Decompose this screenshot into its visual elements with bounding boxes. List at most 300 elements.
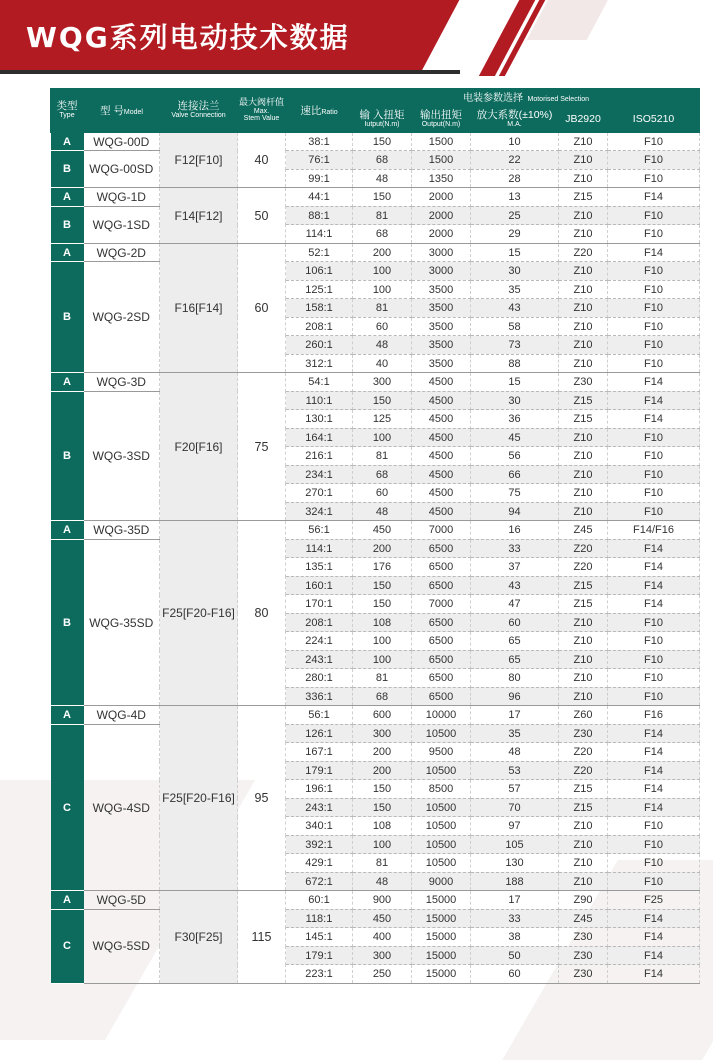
iso-cell: F10 <box>608 854 700 873</box>
iso-cell: F10 <box>608 336 700 355</box>
iso-cell: F10 <box>608 613 700 632</box>
ratio-cell: 167:1 <box>286 743 353 762</box>
ratio-cell: 114:1 <box>286 539 353 558</box>
iso-cell: F10 <box>608 262 700 281</box>
type-cell: B <box>51 262 84 373</box>
in-cell: 176 <box>353 558 412 577</box>
table-row <box>51 206 700 225</box>
ratio-cell: 118:1 <box>286 909 353 928</box>
in-cell: 108 <box>353 817 412 836</box>
in-cell: 150 <box>353 391 412 410</box>
ma-cell: 36 <box>471 410 559 429</box>
in-cell: 68 <box>353 687 412 706</box>
iso-cell: F10 <box>608 225 700 244</box>
iso-cell: F10 <box>608 169 700 188</box>
ratio-cell: 179:1 <box>286 761 353 780</box>
ratio-cell: 114:1 <box>286 225 353 244</box>
ratio-cell: 260:1 <box>286 336 353 355</box>
iso-cell: F10 <box>608 317 700 336</box>
jb-cell: Z30 <box>559 373 608 392</box>
table-row <box>51 539 700 558</box>
model-cell: WQG-2SD <box>84 262 160 373</box>
model-cell: WQG-00SD <box>84 151 160 188</box>
ma-cell: 28 <box>471 169 559 188</box>
out-cell: 3500 <box>412 336 471 355</box>
type-cell: C <box>51 724 84 891</box>
jb-cell: Z30 <box>559 965 608 984</box>
col-ma: 放大系数(±10%) M.A. <box>471 106 559 132</box>
jb-cell: Z15 <box>559 595 608 614</box>
jb-cell: Z10 <box>559 669 608 688</box>
out-cell: 1350 <box>412 169 471 188</box>
ma-cell: 25 <box>471 206 559 225</box>
ma-cell: 15 <box>471 373 559 392</box>
valve-connection-cell: F20[F16] <box>160 373 238 521</box>
out-cell: 4500 <box>412 502 471 521</box>
ratio-cell: 99:1 <box>286 169 353 188</box>
jb-cell: Z60 <box>559 706 608 725</box>
valve-connection-cell: F25[F20-F16] <box>160 706 238 891</box>
page-title: WQG系列电动技术数据 <box>26 21 350 54</box>
ratio-cell: 243:1 <box>286 650 353 669</box>
col-stem-value: 最大阀杆值 Max. Stem Value <box>238 89 286 133</box>
jb-cell: Z10 <box>559 206 608 225</box>
out-cell: 4500 <box>412 391 471 410</box>
ma-cell: 105 <box>471 835 559 854</box>
ma-cell: 47 <box>471 595 559 614</box>
in-cell: 400 <box>353 928 412 947</box>
ratio-cell: 126:1 <box>286 724 353 743</box>
ma-cell: 88 <box>471 354 559 373</box>
in-cell: 900 <box>353 891 412 910</box>
out-cell: 9500 <box>412 743 471 762</box>
jb-cell: Z20 <box>559 539 608 558</box>
ratio-cell: 336:1 <box>286 687 353 706</box>
ratio-cell: 324:1 <box>286 502 353 521</box>
out-cell: 6500 <box>412 576 471 595</box>
out-cell: 2000 <box>412 225 471 244</box>
jb-cell: Z10 <box>559 336 608 355</box>
out-cell: 4500 <box>412 373 471 392</box>
in-cell: 100 <box>353 428 412 447</box>
jb-cell: Z15 <box>559 188 608 207</box>
ratio-cell: 106:1 <box>286 262 353 281</box>
in-cell: 150 <box>353 188 412 207</box>
table-row <box>51 243 700 262</box>
iso-cell: F16 <box>608 706 700 725</box>
out-cell: 3500 <box>412 280 471 299</box>
out-cell: 15000 <box>412 928 471 947</box>
table-row <box>51 188 700 207</box>
type-cell: B <box>51 151 84 188</box>
in-cell: 100 <box>353 632 412 651</box>
iso-cell: F10 <box>608 687 700 706</box>
type-cell: C <box>51 909 84 983</box>
jb-cell: Z10 <box>559 151 608 170</box>
jb-cell: Z15 <box>559 798 608 817</box>
jb-cell: Z10 <box>559 835 608 854</box>
iso-cell: F14 <box>608 539 700 558</box>
jb-cell: Z10 <box>559 280 608 299</box>
ratio-cell: 280:1 <box>286 669 353 688</box>
out-cell: 6500 <box>412 632 471 651</box>
type-cell: A <box>51 521 84 540</box>
iso-cell: F14 <box>608 243 700 262</box>
in-cell: 81 <box>353 669 412 688</box>
in-cell: 200 <box>353 243 412 262</box>
ratio-cell: 130:1 <box>286 410 353 429</box>
ma-cell: 13 <box>471 188 559 207</box>
model-cell: WQG-3SD <box>84 391 160 521</box>
jb-cell: Z10 <box>559 484 608 503</box>
in-cell: 81 <box>353 206 412 225</box>
ratio-cell: 216:1 <box>286 447 353 466</box>
iso-cell: F14 <box>608 410 700 429</box>
ma-cell: 97 <box>471 817 559 836</box>
stem-value-cell: 75 <box>238 373 286 521</box>
col-motorised-selection: 电装参数选择 Motorised Selection <box>353 89 700 107</box>
ratio-cell: 54:1 <box>286 373 353 392</box>
page-header <box>0 0 713 76</box>
in-cell: 450 <box>353 909 412 928</box>
ma-cell: 30 <box>471 391 559 410</box>
ratio-cell: 208:1 <box>286 613 353 632</box>
in-cell: 100 <box>353 280 412 299</box>
jb-cell: Z10 <box>559 225 608 244</box>
ma-cell: 53 <box>471 761 559 780</box>
table-row <box>51 151 700 170</box>
jb-cell: Z10 <box>559 650 608 669</box>
jb-cell: Z45 <box>559 521 608 540</box>
in-cell: 600 <box>353 706 412 725</box>
in-cell: 48 <box>353 169 412 188</box>
iso-cell: F10 <box>608 632 700 651</box>
jb-cell: Z15 <box>559 391 608 410</box>
ratio-cell: 52:1 <box>286 243 353 262</box>
iso-cell: F10 <box>608 151 700 170</box>
ratio-cell: 56:1 <box>286 706 353 725</box>
table-row <box>51 706 700 725</box>
ma-cell: 30 <box>471 262 559 281</box>
in-cell: 150 <box>353 798 412 817</box>
jb-cell: Z10 <box>559 632 608 651</box>
iso-cell: F10 <box>608 817 700 836</box>
model-cell: WQG-1D <box>84 188 160 207</box>
type-cell: A <box>51 243 84 262</box>
iso-cell: F10 <box>608 447 700 466</box>
ma-cell: 17 <box>471 706 559 725</box>
ma-cell: 33 <box>471 539 559 558</box>
col-input-torque: 输 入扭矩 Iutput(N.m) <box>353 106 412 132</box>
stem-value-cell: 115 <box>238 891 286 984</box>
ma-cell: 43 <box>471 576 559 595</box>
ratio-cell: 38:1 <box>286 132 353 151</box>
col-ratio: 速比Ratio <box>286 89 353 133</box>
jb-cell: Z30 <box>559 946 608 965</box>
in-cell: 48 <box>353 336 412 355</box>
ratio-cell: 312:1 <box>286 354 353 373</box>
out-cell: 2000 <box>412 188 471 207</box>
valve-connection-cell: F16[F14] <box>160 243 238 373</box>
in-cell: 150 <box>353 576 412 595</box>
ma-cell: 29 <box>471 225 559 244</box>
ratio-cell: 270:1 <box>286 484 353 503</box>
ma-cell: 65 <box>471 650 559 669</box>
out-cell: 1500 <box>412 151 471 170</box>
iso-cell: F10 <box>608 484 700 503</box>
ma-cell: 65 <box>471 632 559 651</box>
col-model: 型 号Model <box>84 89 160 133</box>
col-type: 类型 Type <box>51 89 84 133</box>
ratio-cell: 392:1 <box>286 835 353 854</box>
type-cell: A <box>51 132 84 151</box>
in-cell: 68 <box>353 151 412 170</box>
out-cell: 10500 <box>412 854 471 873</box>
out-cell: 3500 <box>412 354 471 373</box>
out-cell: 3000 <box>412 262 471 281</box>
ratio-cell: 340:1 <box>286 817 353 836</box>
ratio-cell: 196:1 <box>286 780 353 799</box>
valve-connection-cell: F30[F25] <box>160 891 238 984</box>
ratio-cell: 44:1 <box>286 188 353 207</box>
iso-cell: F14 <box>608 965 700 984</box>
out-cell: 10500 <box>412 724 471 743</box>
out-cell: 6500 <box>412 539 471 558</box>
valve-connection-cell: F12[F10] <box>160 132 238 188</box>
model-cell: WQG-1SD <box>84 206 160 243</box>
out-cell: 15000 <box>412 946 471 965</box>
jb-cell: Z15 <box>559 576 608 595</box>
out-cell: 1500 <box>412 132 471 151</box>
out-cell: 10500 <box>412 835 471 854</box>
model-cell: WQG-4D <box>84 706 160 725</box>
ratio-cell: 160:1 <box>286 576 353 595</box>
ma-cell: 48 <box>471 743 559 762</box>
jb-cell: Z30 <box>559 724 608 743</box>
ratio-cell: 179:1 <box>286 946 353 965</box>
in-cell: 68 <box>353 465 412 484</box>
jb-cell: Z10 <box>559 132 608 151</box>
ratio-cell: 145:1 <box>286 928 353 947</box>
iso-cell: F14 <box>608 391 700 410</box>
col-jb2920: JB2920 <box>559 106 608 132</box>
ma-cell: 16 <box>471 521 559 540</box>
iso-cell: F10 <box>608 502 700 521</box>
jb-cell: Z10 <box>559 817 608 836</box>
iso-cell: F14 <box>608 909 700 928</box>
iso-cell: F10 <box>608 650 700 669</box>
jb-cell: Z15 <box>559 780 608 799</box>
type-cell: A <box>51 706 84 725</box>
iso-cell: F14 <box>608 946 700 965</box>
jb-cell: Z20 <box>559 743 608 762</box>
iso-cell: F10 <box>608 354 700 373</box>
iso-cell: F10 <box>608 280 700 299</box>
in-cell: 125 <box>353 410 412 429</box>
valve-connection-cell: F25[F20-F16] <box>160 521 238 706</box>
col-output-torque: 输出扭矩 Output(N.m) <box>412 106 471 132</box>
ratio-cell: 429:1 <box>286 854 353 873</box>
ma-cell: 35 <box>471 280 559 299</box>
jb-cell: Z10 <box>559 169 608 188</box>
ma-cell: 37 <box>471 558 559 577</box>
in-cell: 100 <box>353 650 412 669</box>
jb-cell: Z20 <box>559 243 608 262</box>
in-cell: 81 <box>353 447 412 466</box>
in-cell: 48 <box>353 502 412 521</box>
ma-cell: 66 <box>471 465 559 484</box>
out-cell: 4500 <box>412 447 471 466</box>
out-cell: 15000 <box>412 965 471 984</box>
table-row <box>51 391 700 410</box>
iso-cell: F10 <box>608 299 700 318</box>
ma-cell: 70 <box>471 798 559 817</box>
iso-cell: F14 <box>608 761 700 780</box>
ratio-cell: 170:1 <box>286 595 353 614</box>
in-cell: 300 <box>353 724 412 743</box>
type-cell: A <box>51 373 84 392</box>
iso-cell: F14 <box>608 576 700 595</box>
ma-cell: 94 <box>471 502 559 521</box>
out-cell: 4500 <box>412 484 471 503</box>
ratio-cell: 234:1 <box>286 465 353 484</box>
jb-cell: Z10 <box>559 613 608 632</box>
in-cell: 300 <box>353 373 412 392</box>
in-cell: 450 <box>353 521 412 540</box>
type-cell: B <box>51 206 84 243</box>
header-dark-line <box>0 70 460 74</box>
iso-cell: F14 <box>608 724 700 743</box>
ma-cell: 38 <box>471 928 559 947</box>
model-cell: WQG-5D <box>84 891 160 910</box>
stem-value-cell: 80 <box>238 521 286 706</box>
ma-cell: 73 <box>471 336 559 355</box>
out-cell: 2000 <box>412 206 471 225</box>
table-row <box>51 909 700 928</box>
jb-cell: Z10 <box>559 262 608 281</box>
ma-cell: 96 <box>471 687 559 706</box>
iso-cell: F14 <box>608 373 700 392</box>
in-cell: 150 <box>353 595 412 614</box>
in-cell: 68 <box>353 225 412 244</box>
ratio-cell: 88:1 <box>286 206 353 225</box>
type-cell: A <box>51 188 84 207</box>
jb-cell: Z90 <box>559 891 608 910</box>
in-cell: 40 <box>353 354 412 373</box>
ratio-cell: 60:1 <box>286 891 353 910</box>
in-cell: 150 <box>353 780 412 799</box>
jb-cell: Z20 <box>559 558 608 577</box>
table-row <box>51 262 700 281</box>
in-cell: 60 <box>353 484 412 503</box>
jb-cell: Z10 <box>559 687 608 706</box>
model-cell: WQG-5SD <box>84 909 160 983</box>
jb-cell: Z10 <box>559 872 608 891</box>
out-cell: 3500 <box>412 299 471 318</box>
jb-cell: Z10 <box>559 299 608 318</box>
iso-cell: F10 <box>608 132 700 151</box>
in-cell: 300 <box>353 946 412 965</box>
iso-cell: F14 <box>608 188 700 207</box>
iso-cell: F10 <box>608 872 700 891</box>
ma-cell: 75 <box>471 484 559 503</box>
jb-cell: Z10 <box>559 502 608 521</box>
out-cell: 6500 <box>412 650 471 669</box>
ratio-cell: 110:1 <box>286 391 353 410</box>
jb-cell: Z10 <box>559 447 608 466</box>
stem-value-cell: 60 <box>238 243 286 373</box>
iso-cell: F10 <box>608 835 700 854</box>
table-row <box>51 521 700 540</box>
table-row <box>51 891 700 910</box>
model-cell: WQG-35D <box>84 521 160 540</box>
iso-cell: F10 <box>608 669 700 688</box>
ma-cell: 43 <box>471 299 559 318</box>
model-cell: WQG-3D <box>84 373 160 392</box>
ma-cell: 130 <box>471 854 559 873</box>
col-iso5210: ISO5210 <box>608 106 700 132</box>
stem-value-cell: 50 <box>238 188 286 244</box>
in-cell: 150 <box>353 132 412 151</box>
iso-cell: F14 <box>608 780 700 799</box>
col-valve-connection: 连接法兰 Valve Connection <box>160 89 238 133</box>
out-cell: 10000 <box>412 706 471 725</box>
jb-cell: Z10 <box>559 317 608 336</box>
in-cell: 200 <box>353 539 412 558</box>
in-cell: 81 <box>353 854 412 873</box>
spec-table <box>50 88 700 984</box>
type-cell: B <box>51 391 84 521</box>
spec-table-body <box>51 132 700 983</box>
out-cell: 3000 <box>412 243 471 262</box>
ma-cell: 188 <box>471 872 559 891</box>
out-cell: 10500 <box>412 817 471 836</box>
out-cell: 6500 <box>412 613 471 632</box>
iso-cell: F14/F16 <box>608 521 700 540</box>
jb-cell: Z30 <box>559 928 608 947</box>
model-cell: WQG-00D <box>84 132 160 151</box>
ma-cell: 60 <box>471 965 559 984</box>
ma-cell: 10 <box>471 132 559 151</box>
in-cell: 250 <box>353 965 412 984</box>
ratio-cell: 76:1 <box>286 151 353 170</box>
in-cell: 200 <box>353 743 412 762</box>
in-cell: 100 <box>353 262 412 281</box>
jb-cell: Z45 <box>559 909 608 928</box>
out-cell: 15000 <box>412 909 471 928</box>
ma-cell: 33 <box>471 909 559 928</box>
iso-cell: F10 <box>608 206 700 225</box>
out-cell: 4500 <box>412 410 471 429</box>
iso-cell: F14 <box>608 743 700 762</box>
jb-cell: Z10 <box>559 428 608 447</box>
jb-cell: Z15 <box>559 410 608 429</box>
iso-cell: F25 <box>608 891 700 910</box>
out-cell: 10500 <box>412 798 471 817</box>
in-cell: 48 <box>353 872 412 891</box>
stem-value-cell: 95 <box>238 706 286 891</box>
iso-cell: F10 <box>608 428 700 447</box>
model-cell: WQG-2D <box>84 243 160 262</box>
ratio-cell: 56:1 <box>286 521 353 540</box>
out-cell: 7000 <box>412 521 471 540</box>
ratio-cell: 223:1 <box>286 965 353 984</box>
ma-cell: 45 <box>471 428 559 447</box>
ma-cell: 56 <box>471 447 559 466</box>
ma-cell: 80 <box>471 669 559 688</box>
ma-cell: 22 <box>471 151 559 170</box>
jb-cell: Z10 <box>559 854 608 873</box>
